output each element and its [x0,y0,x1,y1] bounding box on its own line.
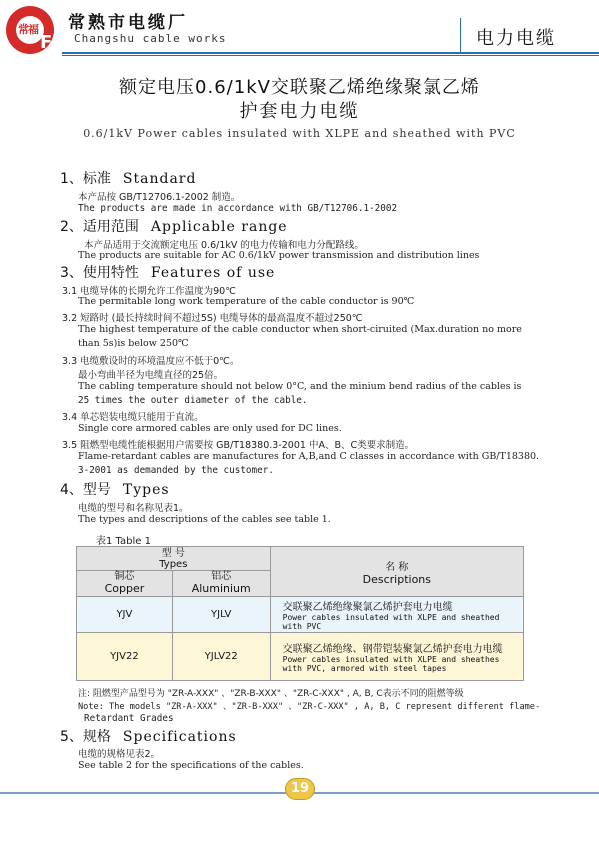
cell-desc [270,597,523,633]
cell-desc-cn: 交联聚乙烯绝缘、钢带铠装聚氯乙烯护套电力电缆 [282,644,503,655]
heading-standard [60,168,196,188]
header-rule [62,52,599,54]
types-text-en: The types and descriptions of the cables see table 1. [78,514,331,525]
heading-specs-en: Specifications [122,729,237,745]
feature-3-4-cn: 3.4 单芯铠装电缆只能用于直流。 [62,412,204,423]
heading-features-cn: 3、使用特性 [60,265,139,281]
heading-specs [60,726,237,746]
feature-3-3-cn-1: 3.3 电缆敷设时的环境温度应不低于0℃。 [62,356,240,367]
cell-copper: YJV22 [77,633,173,681]
standard-text-en: The products are made in accordance with GB/T12706.1-2002 [78,203,398,214]
header-alu-cell [172,571,270,597]
header-desc-cell [270,547,523,597]
feature-3-5-cn: 3.5 阻燃型电缆性能根据用户需要按 GB/T18380.3-2001 中A、B、C类要求制造。 [62,440,415,451]
note-cn: 注: 阻燃型产品型号为 "ZR-A-XXX" 、"ZR-B-XXX" 、"ZR-C-XXX" , A, B, C表示不同的阻燃等级 [78,689,464,699]
heading-range [60,216,288,236]
page-subtitle-en: 0.6/1kV Power cables insulated with XLPE and sheathed with PVC [83,127,516,140]
header-desc-en: Descriptions [362,572,432,586]
range-text-cn: 本产品适用于交流额定电压 0.6/1kV 的电力传输和电力分配路线。 [84,240,364,251]
cell-desc-cn: 交联聚乙烯绝缘聚氯乙烯护套电力电缆 [282,602,453,613]
header-types-cn: 型 号 [161,547,185,559]
table-header-row [77,547,524,571]
feature-3-5-en-1: Flame-retardant cables are manufactures for A,B,and C classes in accordance with GB/T18380. [78,451,540,462]
header-desc-cn: 名 称 [385,561,409,573]
feature-3-3-cn-2: 最小弯曲半径为电缆直径的25倍。 [78,370,224,381]
table-row [77,597,524,633]
heading-range-cn: 2、适用范围 [60,219,139,235]
heading-standard-cn: 1、标准 [60,171,111,187]
header-rule-thin [62,55,599,56]
cell-alu: YJLV [172,597,270,633]
company-name-cn: 常熟市电缆厂 [68,13,188,33]
header-types-en: Types [159,558,188,570]
heading-standard-en: Standard [122,171,197,187]
heading-specs-cn: 5、规格 [60,729,111,745]
section-label: 电力电缆 [476,28,556,49]
header-copper-cell [77,571,173,597]
cell-copper: YJV [77,597,173,633]
company-logo [6,6,54,54]
cell-desc [270,633,523,681]
header-divider [460,18,461,52]
heading-features [60,262,275,282]
page-number: 19 [285,778,315,800]
cell-alu: YJLV22 [172,633,270,681]
page-title-line2: 护套电力电缆 [239,101,360,122]
cell-desc-en-1: Power cables insulated with XLPE and sheathes [282,655,500,664]
note-en-1: Note: The models "ZR-A-XXX" 、"ZR-B-XXX" 、"ZR-C-XXX" , A, B, C represent different flame- [78,702,541,712]
specs-text-cn: 电缆的规格见表2。 [78,749,161,760]
types-table [76,546,524,681]
feature-3-5-en-2: 3-2001 as demanded by the customer. [78,465,274,476]
heading-types-cn: 4、型号 [60,482,111,498]
table-caption: 表1 Table 1 [96,536,151,547]
page-title-line1: 额定电压0.6/1kV交联聚乙烯绝缘聚氯乙烯 [119,77,480,98]
header-copper-en: Copper [104,582,145,595]
range-text-en: The products are suitable for AC 0.6/1kV power transmission and distribution lines [78,250,480,261]
feature-3-4-en: Single core armored cables are only used for DC lines. [78,423,342,434]
header-types-cell [77,547,271,571]
company-name-en: Changshu cable works [74,32,227,45]
header-alu-cn: 铝芯 [211,571,232,582]
cell-desc-en-2: with PVC, armored with steel tapes [282,664,447,673]
feature-3-1-cn: 3.1 电缆导体的长期允许工作温度为90℃ [62,286,236,297]
feature-3-2-en-2: than 5s)is below 250℃ [78,338,189,349]
specs-text-en: See table 2 for the specifications of the cables. [78,760,304,771]
feature-3-3-en-1: The cabling temperature should not below 0°C, and the minium bend radius of the cables is [78,381,522,392]
heading-types [60,479,170,499]
table-row [77,633,524,681]
feature-3-1-en: The permitable long work temperature of the cable conductor is 90℃ [78,296,415,307]
heading-types-en: Types [122,482,170,498]
heading-range-en: Applicable range [150,219,288,235]
logo-letter: F [40,32,53,53]
types-text-cn: 电缆的型号和名称见表1。 [78,503,189,514]
header-copper-cn: 铜芯 [114,571,135,582]
cell-desc-en: Power cables insulated with XLPE and sheathed with PVC [282,613,500,631]
header-alu-en: Aluminium [191,582,251,595]
feature-3-3-en-2: 25 times the outer diameter of the cable. [78,395,308,406]
page-header [0,0,599,62]
standard-text-cn: 本产品按 GB/T12706.1-2002 制造。 [78,192,241,203]
note-en-2: Retardant Grades [84,713,174,724]
feature-3-2-cn: 3.2 短路时 (最长持续时间不超过5S) 电缆导体的最高温度不超过250℃ [62,313,363,324]
heading-features-en: Features of use [150,265,276,281]
feature-3-2-en-1: The highest temperature of the cable conductor when short-ciruited (Max.duration no more [78,324,522,335]
logo-text: 常福 [18,23,38,36]
